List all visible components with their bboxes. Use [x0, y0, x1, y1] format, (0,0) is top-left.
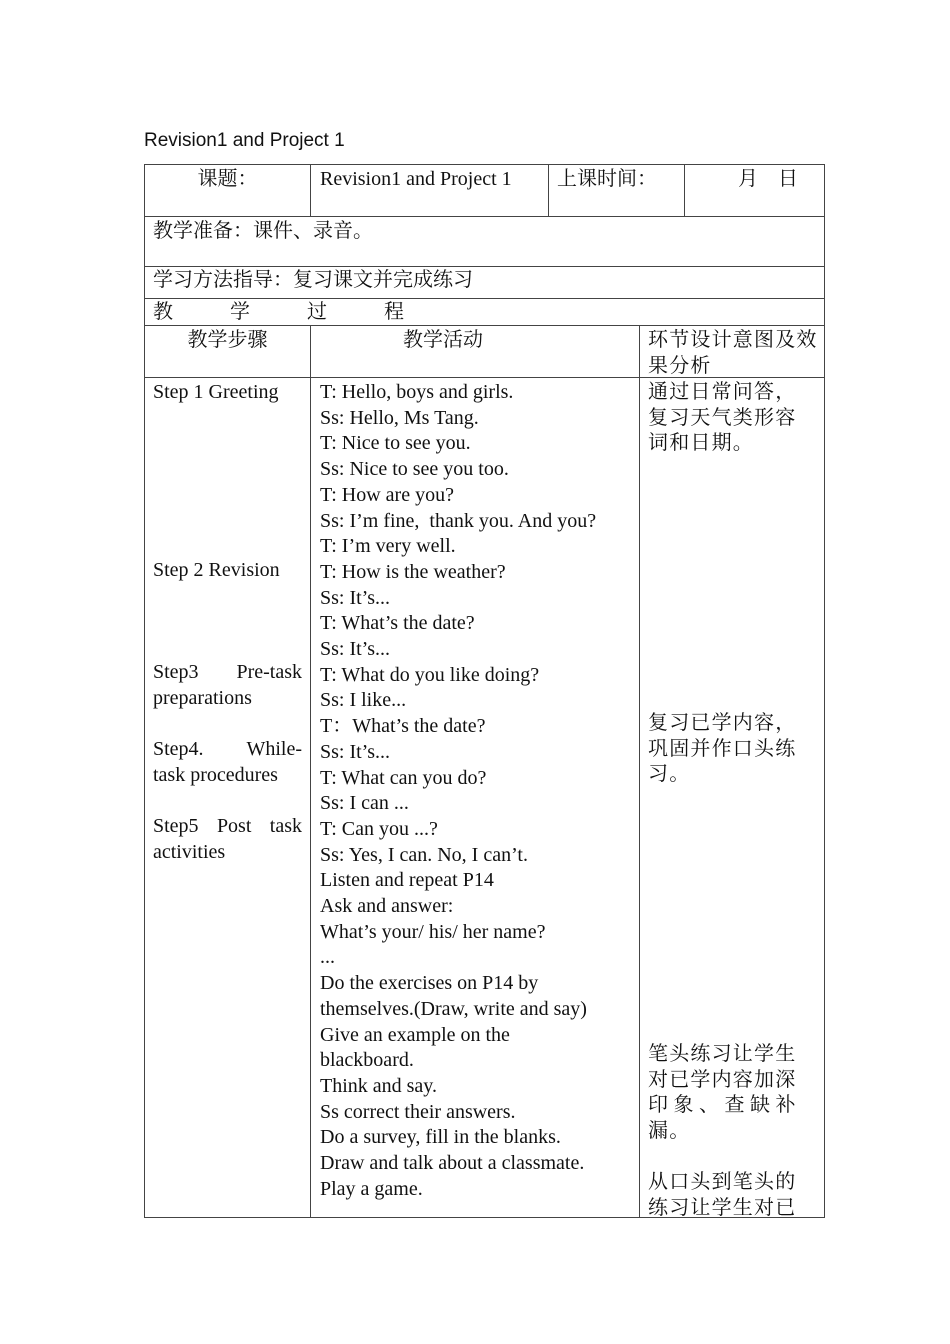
step-3-word: Pre-task — [236, 661, 302, 683]
step-2-revision: Step 2 Revision — [153, 559, 280, 581]
date-placeholder: 月 日 — [738, 168, 798, 190]
activity-line: Think and say. — [320, 1074, 438, 1097]
intent-line: 印象、查缺补 — [648, 1094, 801, 1117]
activity-line: Ss correct their answers. — [320, 1100, 516, 1123]
intent-note-written-practice — [648, 1042, 818, 1145]
activity-line: Play a game. — [320, 1177, 423, 1200]
activity-line: Ss: It’s... — [320, 586, 391, 609]
step-3-continued: preparations — [153, 686, 252, 709]
step-4-label: Step4. — [153, 738, 204, 760]
info-divider-2 — [548, 164, 549, 216]
activity-line: Do a survey, fill in the blanks. — [320, 1126, 561, 1149]
step-1-greeting: Step 1 Greeting — [153, 381, 279, 403]
table-border-bottom — [144, 1217, 825, 1218]
activities-list — [320, 380, 638, 1203]
step-3-label: Step3 — [153, 661, 199, 683]
teaching-process-title: 教 学 过 程 — [153, 301, 430, 323]
topic-value: Revision1 and Project 1 — [320, 168, 512, 190]
activity-line: T: What can you do? — [320, 766, 487, 789]
activity-line: Ss: Hello, Ms Tang. — [320, 406, 479, 429]
activity-line: Ss: Nice to see you too. — [320, 458, 509, 481]
intent-note-greeting — [648, 380, 818, 457]
body-divider-1 — [310, 325, 311, 1218]
document-heading: Revision1 and Project 1 — [144, 130, 345, 151]
activity-line: Ss: It’s... — [320, 638, 391, 661]
info-divider-1 — [310, 164, 311, 216]
column-header-intent: 环节设计意图及效果分析 — [648, 329, 818, 377]
activity-line: Ss: I can ... — [320, 792, 409, 815]
learning-method-guidance: 学习方法指导：复习课文并完成练习 — [153, 269, 473, 291]
step-5-continued: activities — [153, 840, 226, 863]
intent-line: 练习让学生对已 — [648, 1196, 797, 1216]
step-4-continued: task procedures — [153, 763, 278, 786]
activity-line: Listen and repeat P14 — [320, 869, 494, 892]
activity-line: Ss: I like... — [320, 689, 407, 712]
class-time-label: 上课时间： — [557, 168, 657, 190]
activity-line: Ask and answer: — [320, 895, 454, 918]
table-rule-after-info — [144, 216, 825, 217]
activity-line: Give an example on the — [320, 1023, 510, 1046]
step-5-post-task — [153, 814, 302, 865]
activity-line: Ss: Yes, I can. No, I can’t. — [320, 843, 528, 866]
step-4-while-task — [153, 737, 302, 788]
table-border-top — [144, 164, 825, 165]
activity-line: Do the exercises on P14 by — [320, 972, 539, 995]
step-5-word-2: task — [269, 815, 302, 837]
intent-line: 复习已学内容， — [648, 712, 797, 734]
activity-line: What’s your/ his/ her name? — [320, 920, 546, 943]
intent-line: 漏。 — [648, 1120, 691, 1143]
intent-line: 词和日期。 — [648, 432, 754, 455]
activity-line: T: How is the weather? — [320, 560, 506, 583]
step-5-word-1: Post — [216, 815, 252, 837]
intent-line: 复习天气类形容 — [648, 406, 797, 429]
column-header-activities: 教学活动 — [403, 329, 483, 351]
activity-line: T: Nice to see you. — [320, 432, 471, 455]
table-rule-after-prep — [144, 266, 825, 267]
activity-line: Ss: I’m fine, thank you. And you? — [320, 509, 597, 532]
table-border-right — [824, 164, 825, 1218]
intent-line: 从口头到笔头的 — [648, 1171, 797, 1193]
activity-line: ... — [320, 946, 335, 969]
table-rule-after-method — [144, 298, 825, 299]
activity-line: Ss: It’s... — [320, 740, 391, 763]
intent-line: 通过日常问答， — [648, 381, 797, 403]
intent-line: 习。 — [648, 763, 691, 786]
step-5-label: Step5 — [153, 815, 199, 837]
activity-line: T: Can you ...? — [320, 817, 438, 840]
activity-line: blackboard. — [320, 1049, 414, 1072]
intent-note-revision — [648, 711, 818, 788]
table-border-left — [144, 164, 145, 1218]
intent-note-oral-to-written — [648, 1170, 818, 1216]
activity-line: T: What do you like doing? — [320, 663, 540, 686]
info-divider-3 — [684, 164, 685, 216]
activity-line: Draw and talk about a classmate. — [320, 1152, 585, 1175]
teaching-preparation: 教学准备：课件、录音。 — [153, 220, 373, 242]
activity-line: T: What’s the date? — [320, 612, 475, 635]
step-3-pre-task — [153, 660, 302, 711]
activity-line: T: Hello, boys and girls. — [320, 381, 514, 403]
body-divider-2 — [639, 325, 640, 1218]
topic-label: 课题： — [197, 168, 258, 190]
intent-line: 对已学内容加深 — [648, 1068, 797, 1091]
activity-line: T: How are you? — [320, 483, 454, 506]
activity-line: T: I’m very well. — [320, 535, 456, 558]
intent-line: 巩固并作口头练 — [648, 737, 797, 760]
intent-line: 笔头练习让学生 — [648, 1043, 797, 1065]
step-4-word: While- — [246, 738, 302, 760]
activity-line: T：What’s the date? — [320, 715, 486, 738]
activity-line: themselves.(Draw, write and say) — [320, 997, 587, 1020]
column-header-steps: 教学步骤 — [187, 329, 268, 351]
